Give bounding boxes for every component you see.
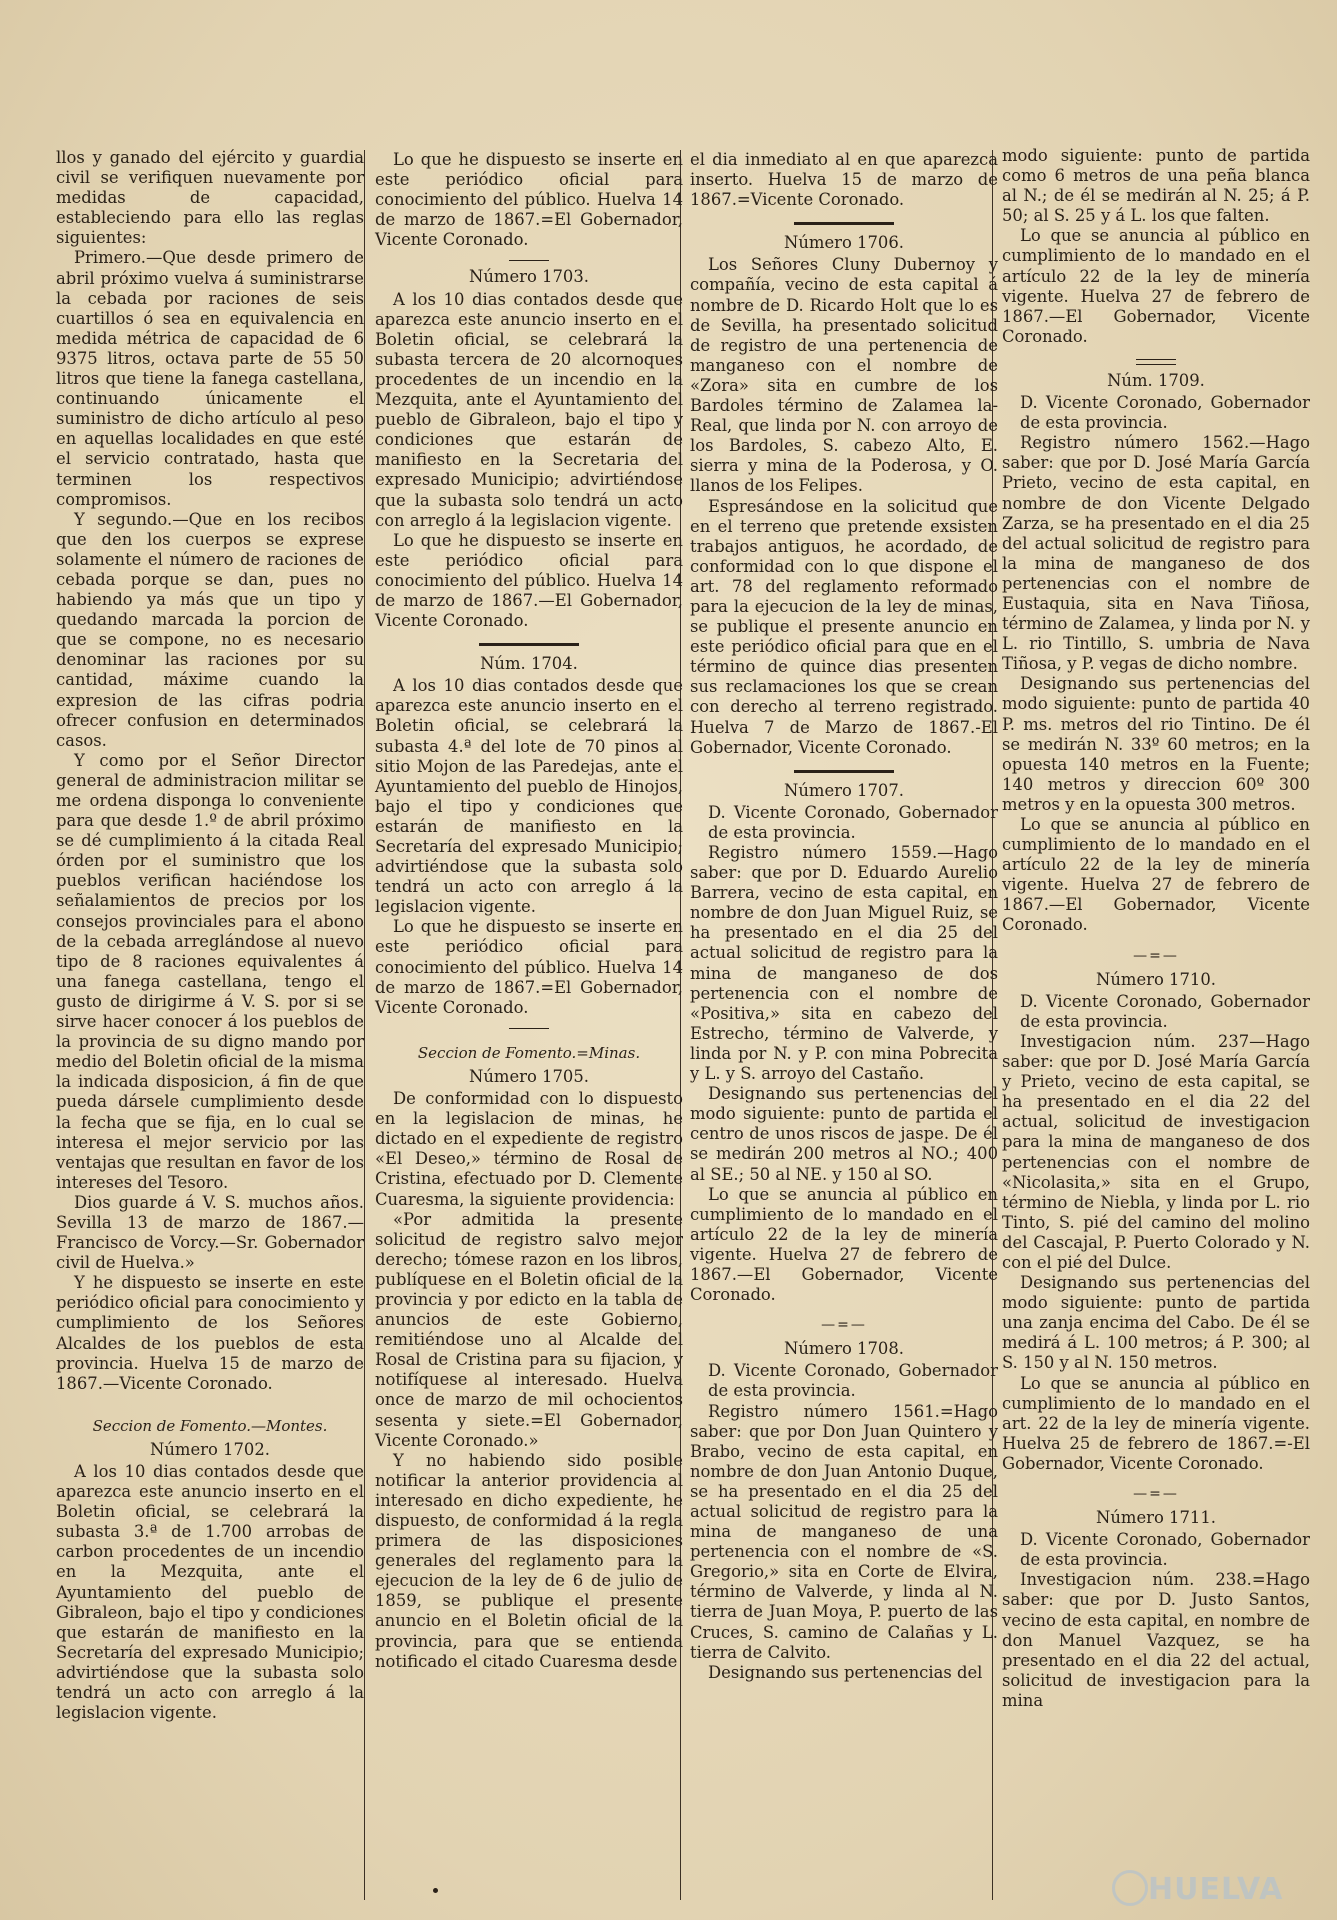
notice-heading: D. Vicente Coronado, Gobernador de esta provincia. [1020,991,1310,1031]
notice-number: Número 1705. [469,1066,589,1086]
notice-number: Número 1703. [469,267,589,287]
column-1 [56,148,364,1723]
paragraph: A los 10 dias contados desde que aparezca este anuncio inserto en el Boletin oficial, se celebrará la subasta 3.ª de 1.700 arrobas de carbon procedentes de un incendio en la Mezquita, ante el Ayuntamiento del pueblo de Gibraleon, bajo el tipo y condiciones que estarán de manifiesto en la Secretaría del expresado Municipio; advirtiéndose que la subasta solo tendrá un acto con arreglo á la legislacion vigente. [56,1462,364,1723]
paragraph: Lo que he dispuesto se inserte en este periódico oficial para conocimiento del público. Huelva 14 de marzo de 1867.—El Gobernador, Vicente Coronado. [375,530,683,631]
paragraph: Lo que se anuncia al público en cumplimiento de lo mandado en el artículo 22 de la ley de minería vigente. Huelva 27 de febrero de 1867.—El Gobernador, Vicente Coronado. [1002,226,1310,346]
paragraph: Y como por el Señor Director general de administracion militar se me ordena disponga lo conveniente para que desde 1.º de abril próximo se dé cumplimiento á la citada Real órden por el suministro que los pueblos verifican haciéndose los señalamientos de precios por los consejos provinciales para el abono de la cebada arreglándose al nuevo tipo de 8 raciones equivalentes á una fanega castellana, tengo el gusto de dirigirme á V. S. por si se sirve hacer conocer á los pueblos de la provincia de su digno mando por medio del Boletin oficial de la misma la indicada disposicion, á fin de que pueda dársele cumplimiento desde la fecha que se fija, en lo cual se interesa el mejor servicio por las ventajas que resultan en favor de los intereses del Tesoro. [56,750,364,1192]
notice-number: Número 1710. [1096,969,1216,989]
column-2 [375,150,683,1672]
separator [509,260,549,261]
paragraph: Los Señores Cluny Dubernoy y compañía, vecino de esta capital á nombre de D. Ricardo Holt que lo es de Sevilla, ha presentado solicitud de registro de una pertenencia de manganeso con el nombre de «Zora» sita en cumbre de los Bardoles término de Zalamea la-Real, que linda por N. con arroyo de los Bardoles, S. cabezo Alto, E. sierra y mina de la Poderosa, y O. llanos de los Felipes. [690,255,998,496]
notice-heading: D. Vicente Coronado, Gobernador de esta provincia. [1020,1530,1310,1570]
paragraph: Espresándose en la solicitud que en el terreno que pretende exsisten trabajos antiguos, he acordado, de conformidad con lo que dispone el art. 78 del reglamento reformado para la ejecucion de la ley de minas, se publique el presente anuncio en este periódico oficial para que en el término de quince dias presenten sus reclamaciones los que se crean con derecho al terreno registrado. Huelva 7 de Marzo de 1867.-El Gobernador, Vicente Coronado. [690,496,998,757]
ink-dot [433,1888,438,1893]
section-heading: Seccion de Fomento.—Montes. [92,1416,328,1435]
paragraph: Registro número 1561.=Hago saber: que por Don Juan Quintero y Brabo, vecino de esta capital, en nombre de don Juan Antonio Duque, se ha presentado en el dia 25 del actual solicitud de registro para la mina de manganeso de una pertenencia con el nombre de «S. Gregorio,» sita en Corte de Elvira, término de Valverde, y linda al N. tierra de Juan Moya, P. puerto de las Cruces, S. camino de Calañas y L. tierra de Calvito. [690,1401,998,1662]
paragraph: A los 10 dias contados desde que aparezca este anuncio inserto en el Boletin oficial, se celebrará la subasta tercera de 20 alcornoques procedentes de un incendio en la Mezquita, ante el Ayuntamiento del pueblo de Gibraleon, bajo el tipo y condiciones que estarán de manifiesto en la Secretaria del expresado Municipio; advirtiéndose que la subasta solo tendrá un acto con arreglo á la legislacion vigente. [375,289,683,530]
paragraph: llos y ganado del ejército y guardia civil se verifiquen nuevamente por medidas de capacidad, estableciendo para ello las reglas siguientes: [56,148,364,248]
separator [479,643,579,646]
notice-heading: D. Vicente Coronado, Gobernador de esta provincia. [708,1361,998,1401]
notice-heading: D. Vicente Coronado, Gobernador de esta provincia. [1020,393,1310,433]
library-stamp: HUELVA [1148,1872,1284,1907]
paragraph: Designando sus pertenencias del modo siguiente: punto de partida una zanja encima del Cabo. De él se medirá á L. 100 metros; á P. 300; al S. 150 y al N. 150 metros. [1002,1273,1310,1373]
notice-number: Núm. 1709. [1107,370,1205,390]
notice-number: Número 1706. [784,233,904,253]
paragraph: Designando sus pertenencias del modo siguiente: punto de partida 40 P. ms. metros del rio Tintino. De él se medirán N. 33º 60 metros; en la opuesta 140 metros en la Fuente; 140 metros y direccion 60º 300 metros y en la opuesta 300 metros. [1002,674,1310,814]
paragraph: Lo que he dispuesto se inserte en este periódico oficial para conocimiento del público. Huelva 14 de marzo de 1867.=El Gobernador, Vicente Coronado. [375,917,683,1017]
notice-number: Número 1711. [1096,1508,1216,1528]
separator: —=— [1133,1486,1179,1502]
paragraph: Investigacion núm. 238.=Hago saber: que por D. Justo Santos, vecino de esta capital, en nombre de don Manuel Vazquez, se ha presentado en el dia 22 del actual, solicitud de investigacion para la mina [1002,1570,1310,1710]
paragraph: «Por admitida la presente solicitud de registro salvo mejor derecho; tómese razon en los libros, publíquese en el Boletin oficial de la provincia y por edicto en la tabla de anuncios de este Gobierno, remitiéndose uno al Alcalde del Rosal de Cristina para su fijacion, y notifíquese al interesado. Huelva once de marzo de mil ochocientos sesenta y siete.=El Gobernador, Vicente Coronado.» [375,1209,683,1450]
separator: —=— [821,1317,867,1334]
paragraph: Designando sus pertenencias del modo siguiente: punto de partida el centro de unos riscos de jaspe. De él se medirán 200 metros al NO.; 400 al SE.; 50 al NE. y 150 al SO. [690,1084,998,1184]
library-stamp-icon [1112,1870,1148,1906]
paragraph: Lo que se anuncia al público en cumplimiento de lo mandado en el art. 22 de la ley de minería vigente. Huelva 25 de febrero de 1867.=-El Gobernador, Vicente Coronado. [1002,1373,1310,1473]
column-rule [364,150,365,1900]
notice-number: Número 1708. [784,1339,904,1359]
paragraph: Dios guarde á V. S. muchos años. Sevilla 13 de marzo de 1867.—Francisco de Vorcy.—Sr. Gobernador civil de Huelva.» [56,1192,364,1273]
paragraph: A los 10 dias contados desde que aparezca este anuncio inserto en el Boletin oficial, se celebrará la subasta 4.ª del lote de 70 pinos al sitio Mojon de las Paredejas, ante el Ayuntamiento del pueblo de Hinojos, bajo el tipo y condiciones que estarán de manifiesto en la Secretaría del expresado Municipio; advirtiéndose que la subasta solo tendrá un acto con arreglo á la legislacion vigente. [375,676,683,917]
paragraph: Lo que se anuncia al público en cumplimiento de lo mandado en el artículo 22 de la ley de minería vigente. Huelva 27 de febrero de 1867.—El Gobernador, Vicente Coronado. [690,1184,998,1305]
paragraph: Primero.—Que desde primero de abril próximo vuelva á suministrarse la cebada por raciones de seis cuartillos ó sea en equivalencia en medida métrica de capacidad de 6 9375 litros, octava parte de 55 50 litros que tiene la fanega castellana, continuando únicamente el suministro de dicho artículo al peso en aquellas localidades en que esté el servicio contratado, hasta que terminen los respectivos compromisos. [56,248,364,509]
paragraph: De conformidad con lo dispuesto en la legislacion de minas, he dictado en el expediente de registro «El Deseo,» término de Rosal de Cristina, efectuado por D. Clemente Cuaresma, la siguiente providencia: [375,1089,683,1209]
column-3 [690,150,998,1683]
notice-number: Número 1702. [150,1439,270,1459]
paragraph: Y he dispuesto se inserte en este periódico oficial para conocimiento y cumplimiento de los Señores Alcaldes de los pueblos de esta provincia. Huelva 15 de marzo de 1867.—Vicente Coronado. [56,1273,364,1393]
notice-number: Número 1707. [784,780,904,800]
paragraph: modo siguiente: punto de partida como 6 metros de una peña blanca al N.; de él se medirán al N. 25; á P. 50; al S. 25 y á L. los que falten. [1002,146,1310,226]
separator [509,1028,549,1029]
paragraph: Lo que se anuncia al público en cumplimiento de lo mandado en el artículo 22 de la ley de minería vigente. Huelva 27 de febrero de 1867.—El Gobernador, Vicente Coronado. [1002,815,1310,935]
separator [794,770,894,773]
paragraph: Y segundo.—Que en los recibos que den los cuerpos se exprese solamente el número de raciones de cebada porque se dan, pues no habiendo ya más que un tipo y quedando marcada la porcion de que se compone, no es necesario denominar las raciones por su cantidad, máxime cuando la expresion de las cifras podria ofrecer confusion en determinados casos. [56,509,364,750]
paragraph: Lo que he dispuesto se inserte en este periódico oficial para conocimiento del público. Huelva 14 de marzo de 1867.=El Gobernador, Vicente Coronado. [375,150,683,250]
notice-heading: D. Vicente Coronado, Gobernador de esta provincia. [708,802,998,842]
section-heading: Seccion de Fomento.=Minas. [417,1043,641,1062]
paragraph: Investigacion núm. 237—Hago saber: que por D. José María García y Prieto, vecino de esta capital, se ha presentado en el dia 22 del actual, solicitud de investigacion para la mina de manganeso de dos pertenencias con el nombre de «Nicolasita,» sita en el Grupo, término de Niebla, y linda por L. rio Tinto, S. pié del camino del molino del Cascajal, P. Puerto Colorado y N. con el pié del Dulce. [1002,1031,1310,1272]
paragraph: Designando sus pertenencias del [708,1662,983,1682]
separator: —=— [1133,947,1179,964]
paragraph: Registro número 1559.—Hago saber: que por D. Eduardo Aurelio Barrera, vecino de esta capital, en nombre de don Juan Miguel Ruiz, se ha presentado en el dia 25 del actual solicitud de registro para la mina de manganeso de dos pertenencia con el nombre de «Positiva,» sita en cabezo del Estrecho, término de Valverde, y linda por N. y P. con mina Pobrecita y L. y S. arroyo del Castaño. [690,843,998,1084]
column-4 [1002,146,1310,1711]
separator [794,222,894,225]
paragraph: Y no habiendo sido posible notificar la anterior providencia al interesado en dicho expediente, he dispuesto, de conformidad á la regla primera de las disposiciones generales del reglamento para la ejecucion de la ley de 6 de julio de 1859, se publique el presente anuncio en el Boletin oficial de la provincia, para que se entienda notificado el citado Cuaresma desde [375,1450,683,1671]
paragraph: Registro número 1562.—Hago saber: que por D. José María García Prieto, vecino de esta capital, en nombre de don Vicente Delgado Zarza, se ha presentado en el dia 25 del actual solicitud de registro para la mina de manganeso de dos pertenencias con el nombre de Eustaquia, sita en Nava Tiñosa, término de Zalamea, y linda por N. y L. rio Tintillo, S. umbria de Nava Tiñosa, y P. vegas de dicho nombre. [1002,433,1310,674]
paragraph: el dia inmediato al en que aparezca inserto. Huelva 15 de marzo de 1867.=Vicente Coronado. [690,150,998,210]
separator [1136,359,1176,365]
notice-number: Núm. 1704. [480,654,578,674]
